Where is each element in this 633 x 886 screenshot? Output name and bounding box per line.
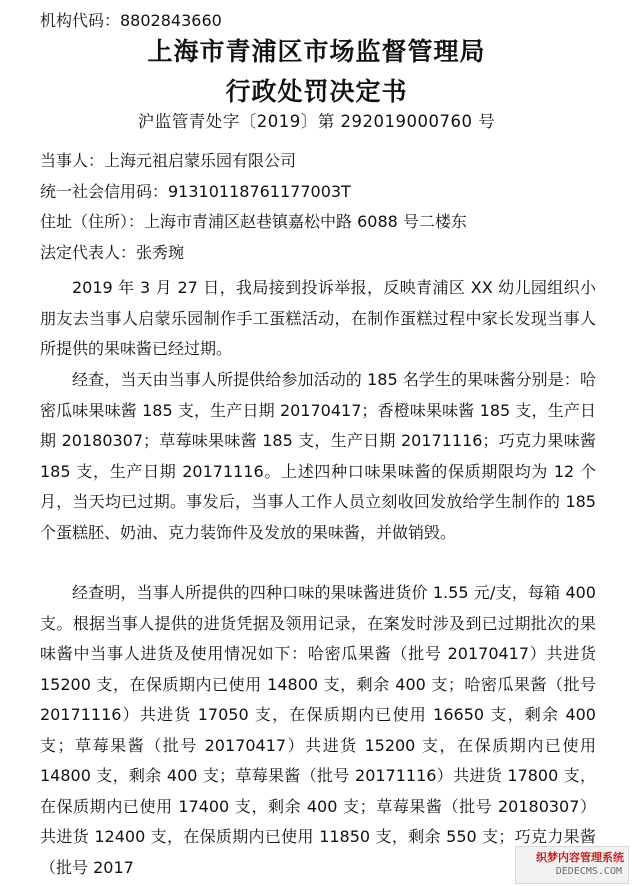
watermark-logo xyxy=(515,846,629,884)
paragraph-complaint: 2019 年 3 月 27 日，我局接到投诉举报，反映青浦区 XX 幼儿园组织小朋友去当事人启蒙乐园制作手工蛋糕活动，在制作蛋糕过程中家长发现当事人所提供的果味酱已经过期。 xyxy=(40,278,596,358)
paragraph-findings: 经查明，当事人所提供的四种口味的果味酱进货价 1.55 元/支，每箱 400 支。根据当事人提供的进货凭据及领用记录，在案发时涉及到已过期批次的果味酱中当事人进货及使用情况如下：哈密瓜果酱（批号 20170417）共进货 15200 支，在保质期内已使用 14800 支，剩余 400 支；哈密瓜果酱（批号 20171116）共进货 17050 支，在保质期内已使用 16650 支，剩余 400 支；草莓果酱（批号 20170417）共进货 15200 支，在保质期内已使用 14800 支，剩余 400 支；草莓果酱（批号 20171116）共进货 17800 支，在保质期内已使用 17400 支，剩余 400 支；草莓果酱（批号 20180307）共进货 12400 支，在保质期内已使用 11850 支，剩余 550 支；巧克力果酱（批号 2017 xyxy=(40,583,596,877)
document-number: 沪监管青处字〔2019〕第 292019000760 号 xyxy=(137,112,496,131)
org-code: 机构代码：8802843660 xyxy=(40,11,222,30)
watermark-url: DEDECMS.COM xyxy=(555,866,622,877)
legal-representative: 法定代表人：张秀琬 xyxy=(40,243,185,262)
watermark-text: 织梦内容管理系统 xyxy=(536,851,624,864)
address: 住址（住所）：上海市青浦区赵巷镇嘉松中路 6088 号二楼东 xyxy=(40,212,467,231)
authority-title: 上海市青浦区市场监督管理局 xyxy=(147,37,486,66)
party-name: 当事人：上海元祖启蒙乐园有限公司 xyxy=(40,151,297,170)
paragraph-investigation: 经查，当天由当事人所提供给参加活动的 185 名学生的果味酱分别是：哈密瓜味果味酱 185 支，生产日期 20170417；香橙味果味酱 185 支，生产日期 20180307；草莓味果味酱 185 支，生产日期 20171116；巧克力果味酱 185 支，生产日期 20171116。上述四种口味果味酱的保质期限均为 12 个月，当天均已过期。事发后，当事人工作人员立刻收回发放给学生制作的 185 个蛋糕胚、奶油、克力装饰件及发放的果味酱，并做销毁。 xyxy=(40,370,596,542)
document-title: 行政处罚决定书 xyxy=(225,77,408,106)
credit-code: 统一社会信用码：91310118761177003T xyxy=(40,182,351,201)
